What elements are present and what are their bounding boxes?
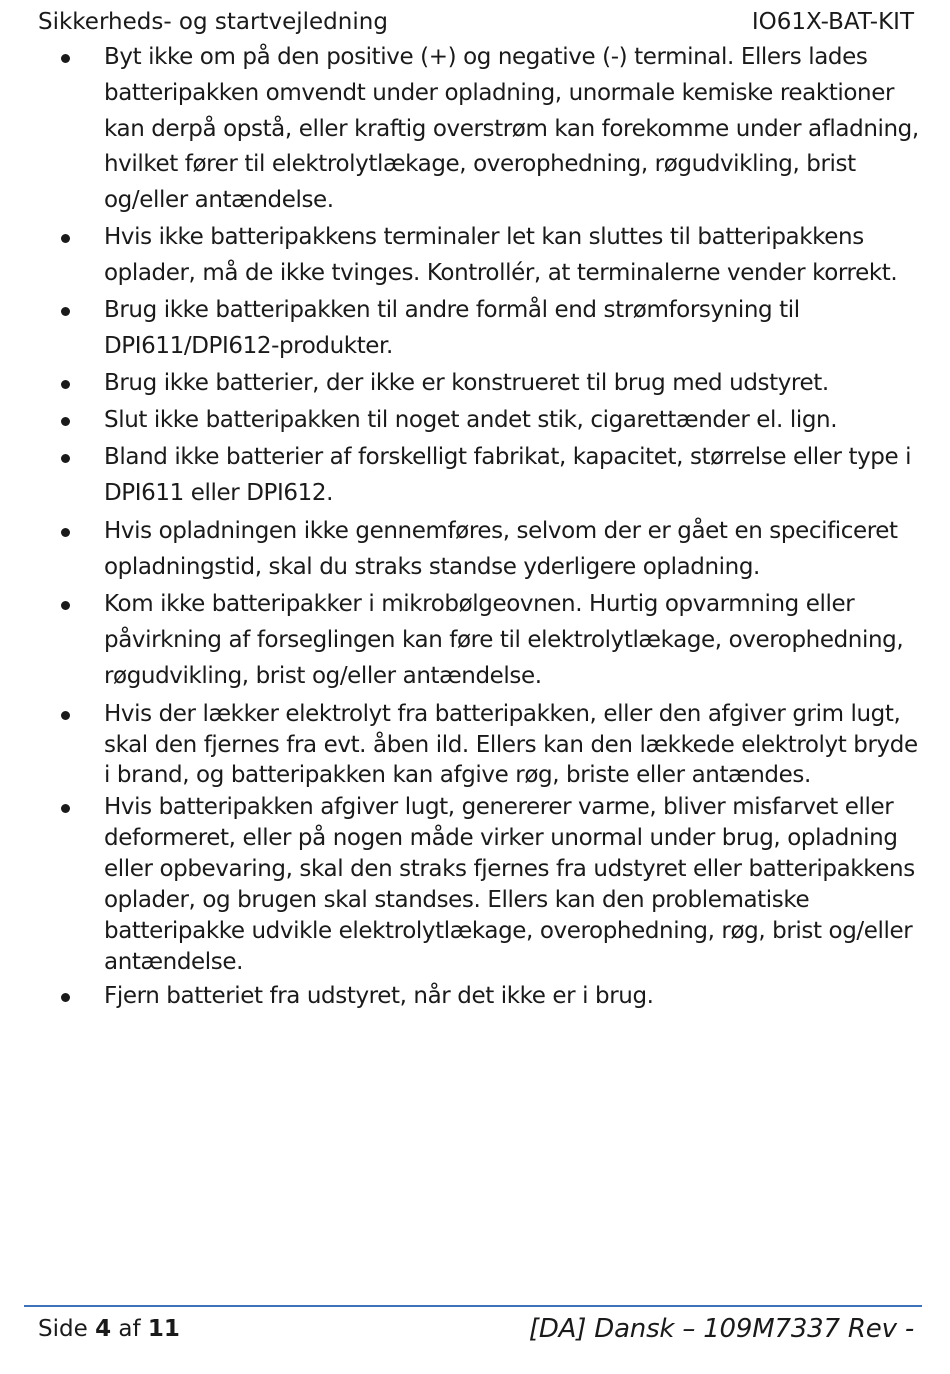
bullet-icon (61, 380, 70, 389)
bullet-text: Bland ikke batterier af forskelligt fabrikat, kapacitet, størrelse eller type i DPI611 eller DPI612. (104, 444, 912, 506)
page-header (38, 6, 914, 38)
bullet-text: Kom ikke batteripakker i mikrobølgeovnen. Hurtig opvarmning eller påvirkning af forseglingen kan føre til elektrolytlækage, overophedning, røgudvikling, brist og/eller antændelse. (104, 591, 904, 689)
bullet-icon (61, 528, 70, 537)
product-code: IO61X-BAT-KIT (751, 9, 914, 35)
bullet-text: Hvis ikke batteripakkens terminaler let kan sluttes til batteripakkens oplader, må de ikke tvinges. Kontrollér, at terminalerne vender korrekt. (104, 224, 898, 286)
bullet-text: Slut ikke batteripakken til noget andet stik, cigarettænder el. lign. (104, 407, 838, 433)
bullet-icon (61, 711, 70, 720)
bullet-icon (61, 307, 70, 316)
bullet-text: Brug ikke batteripakken til andre formål end strømforsyning til DPI611/DPI612-produkter. (104, 297, 800, 359)
bullet-text: Fjern batteriet fra udstyret, når det ikke er i brug. (104, 983, 654, 1009)
bullet-text: Hvis der lækker elektrolyt fra batteripakken, eller den afgiver grim lugt, skal den fjernes fra evt. åben ild. Ellers kan den lækkede elektrolyt bryde i brand, og batteripakken kan afgive røg, briste eller antændes. (104, 701, 918, 789)
bullet-icon (61, 993, 70, 1002)
of-label: af (118, 1316, 141, 1342)
bullet-text: Hvis batteripakken afgiver lugt, genererer varme, bliver misfarvet eller deformeret, eller på nogen måde virker unormal under brug, opladning eller opbevaring, skal den straks fjernes fra udstyret eller batteripakkens oplader, og brugen skal standses. Ellers kan den problematiske batteripakke udvikle elektrolytlækage, overophedning, røg, brist og/eller antændelse. (104, 794, 915, 975)
bullet-icon (61, 601, 70, 610)
page-footer (38, 1312, 914, 1346)
side-label: Side (38, 1316, 88, 1342)
document-reference: [DA] Dansk – 109M7337 Rev - (528, 1314, 914, 1344)
bullet-text: Hvis opladningen ikke gennemføres, selvom der er gået en specificeret opladningstid, skal du straks standse yderligere opladning. (104, 518, 898, 580)
bullet-text: Brug ikke batterier, der ikke er konstrueret til brug med udstyret. (104, 370, 829, 396)
bullet-icon (61, 454, 70, 463)
footer-divider (24, 1305, 922, 1307)
bullet-icon (61, 234, 70, 243)
bullet-text: Byt ikke om på den positive (+) og negative (-) terminal. Ellers lades batteripakken omvendt under opladning, unormale kemiske reaktioner kan derpå opstå, eller kraftig overstrøm kan forekomme under afladning, hvilket fører til elektrolytlækage, overophedning, røgudvikling, brist og/eller antændelse. (104, 44, 919, 214)
bullet-icon (61, 54, 70, 63)
document-title: Sikkerheds- og startvejledning (38, 9, 388, 35)
bullet-icon (61, 417, 70, 426)
current-page: 4 (95, 1316, 112, 1342)
bullet-icon (61, 804, 70, 813)
total-pages: 11 (147, 1316, 180, 1342)
page-number (38, 1316, 180, 1342)
